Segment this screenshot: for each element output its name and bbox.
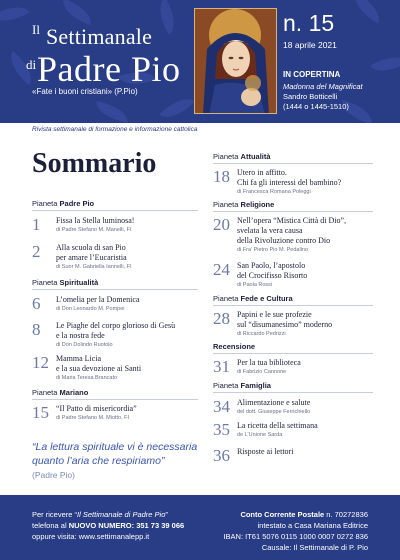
- page-number: 31: [213, 357, 230, 376]
- section-prefix: Pianeta: [213, 381, 241, 390]
- causale-label: Causale:: [261, 543, 294, 552]
- section-heading-fede-cultura: [213, 294, 293, 303]
- pull-quote: “La lettura spirituale vi è necessaria quanto l’aria che respiriamo”: [32, 441, 198, 467]
- section-heading-famiglia: [213, 381, 271, 390]
- entry-author: del dott. Giuseppe Ferrichiello: [237, 409, 311, 415]
- subscription-info: [32, 509, 184, 542]
- entry-title: Mamma Licia e la sua devozione ai Santi: [56, 354, 142, 373]
- section-prefix: Pianeta: [32, 278, 60, 287]
- page-number: 8: [32, 320, 41, 339]
- account-label: Conto Corrente Postale: [240, 510, 325, 519]
- section-heading-religione: [213, 200, 274, 209]
- masthead-il: Il: [32, 22, 40, 37]
- footer-banner: [0, 495, 400, 560]
- masthead-banner: [0, 0, 400, 123]
- entry-title: Per la tua biblioteca: [237, 358, 301, 367]
- cover-label: IN COPERTINA: [283, 70, 341, 79]
- masthead-settimanale: Settimanale: [46, 24, 153, 49]
- masthead-di: di: [26, 57, 37, 72]
- section-heading-attualita: [213, 152, 271, 161]
- section-prefix: Pianeta: [32, 199, 60, 208]
- entry-author: di Paola Rossi: [237, 282, 273, 288]
- entry-title: San Paolo, l’apostolo del Crocifisso Risorto: [237, 261, 308, 280]
- magazine-name: Il Settimanale di Padre Pio: [77, 510, 166, 519]
- masthead-motto: «Fate i buoni cristiani» (P.Pio): [32, 87, 138, 96]
- divider: [213, 305, 373, 306]
- subscribe-line: [32, 509, 184, 520]
- account-line: [223, 509, 368, 520]
- entry-title: “Il Patto di misericordia”: [56, 404, 137, 413]
- page-number: 36: [213, 446, 230, 465]
- entry-author: di Fabrizio Cannone: [237, 369, 287, 375]
- phone-line: [32, 520, 184, 531]
- page-number: 20: [213, 215, 230, 234]
- divider: [32, 289, 198, 290]
- entry-author: di Don Dolindo Ruotolo: [56, 342, 113, 348]
- section-name: Padre Pio: [59, 199, 95, 208]
- section-prefix: Pianeta: [213, 200, 241, 209]
- masthead-padre-pio: Padre Pio: [37, 49, 181, 89]
- section-name: Mariano: [59, 388, 89, 397]
- causale-line: [223, 542, 368, 553]
- account-holder: intestato a Casa Mariana Editrice: [257, 521, 368, 530]
- page-number: 1: [32, 215, 41, 234]
- cover-image: [194, 8, 277, 114]
- entry-title: Risposte ai lettori: [237, 447, 294, 456]
- cover-work: Madonna del Magnificat: [283, 82, 363, 91]
- page-number: 28: [213, 309, 230, 328]
- entry-title: Le Piaghe del corpo glorioso di Gesù e la nostra fede: [56, 321, 176, 340]
- cover-description: [283, 82, 363, 112]
- causale-value: Il Settimanale di P. Pio: [293, 543, 368, 552]
- leaf-pattern: [159, 90, 194, 123]
- entry-title: Nell’opera “Mistica Città di Dio”, svelata la vera causa della Rivoluzione contro Dio: [237, 216, 347, 245]
- web-line: [32, 531, 184, 542]
- entry-author: di Riccardo Pedrizzi: [237, 331, 286, 337]
- section-heading-spiritualita: [32, 278, 98, 287]
- website-link[interactable]: www.settimanalepp.it: [78, 532, 150, 541]
- payment-info: [223, 509, 368, 553]
- section-prefix: Pianeta: [32, 388, 60, 397]
- entry-title: Alimentazione e salute: [237, 398, 311, 407]
- entry-title: Fissa la Stella luminosa!: [56, 216, 135, 225]
- phone-number[interactable]: NUOVO NUMERO: 351 73 39 066: [68, 521, 185, 530]
- divider: [213, 392, 373, 393]
- divider: [213, 211, 373, 212]
- entry-author: di Fra’ Pietro Pio M. Pedalino: [237, 247, 309, 253]
- leaf-pattern: [348, 0, 385, 23]
- web-prefix: oppure visita:: [32, 532, 79, 541]
- page-title: Sommario: [32, 148, 157, 179]
- page-number: 12: [32, 353, 49, 372]
- subscribe-suffix: ”: [165, 510, 168, 519]
- entry-author: di Padre Stefano M. Manelli, FI: [56, 227, 132, 233]
- entry-title: Alla scuola di san Pio per amare l’Eucaristia: [56, 243, 127, 262]
- entry-author: di Don Leonardo M. Pompei: [56, 306, 125, 312]
- entry-author: di Francesca Romana Poleggi: [237, 189, 311, 195]
- section-name: Attualità: [240, 152, 271, 161]
- section-prefix: Pianeta: [213, 294, 241, 303]
- section-heading-padre-pio: [32, 199, 94, 208]
- cover-years: (1444 o 1445-1510): [283, 102, 349, 111]
- madonna-painting-icon: [195, 9, 277, 114]
- divider: [32, 210, 198, 211]
- entry-author: di Suor M. Gabriella Iannelli, FI: [56, 264, 132, 270]
- section-heading-recensione: [213, 342, 255, 351]
- page-number: 15: [32, 403, 49, 422]
- page-number: 35: [213, 420, 230, 439]
- leaf-pattern: [58, 0, 95, 25]
- issue-date: 18 aprile 2021: [283, 40, 337, 50]
- subscribe-prefix: Per ricevere “: [32, 510, 78, 519]
- issue-number: n. 15: [283, 10, 335, 36]
- leaf-pattern: [152, 0, 183, 35]
- entry-title: La ricetta della settimana: [237, 421, 318, 430]
- phone-prefix: telefona al: [32, 521, 69, 530]
- section-prefix: Pianeta: [213, 152, 241, 161]
- entry-title: L’omelia per la Domenica: [56, 295, 140, 304]
- iban: IBAN: IT61 5076 0115 1000 0007 0272 836: [223, 532, 368, 541]
- divider: [32, 399, 198, 400]
- entry-author: di Padre Stefano M. Miotto, FI: [56, 415, 130, 421]
- account-number: n. 70272836: [324, 510, 368, 519]
- entry-title: Papini e le sue profezie sul “disumanesimo” moderno: [237, 310, 333, 329]
- divider: [213, 353, 373, 354]
- entry-title: Utero in affitto. Chi fa gli interessi del bambino?: [237, 168, 342, 187]
- section-name: Famiglia: [240, 381, 271, 390]
- page-number: 2: [32, 242, 41, 261]
- entry-author: di Maria Teresa Brancato: [56, 375, 118, 381]
- quote-author: (Padre Pio): [32, 470, 75, 480]
- page-number: 24: [213, 260, 230, 279]
- page-number: 18: [213, 167, 230, 186]
- section-name: Spiritualità: [59, 278, 99, 287]
- leaf-pattern: [0, 0, 30, 29]
- entry-author: de L’Unione Sarda: [237, 432, 283, 438]
- tagline: Rivista settimanale di formazione e informazione cattolica: [32, 126, 198, 133]
- page-number: 6: [32, 294, 41, 313]
- cover-artist: Sandro Botticelli: [283, 92, 338, 101]
- leaf-pattern: [94, 101, 130, 123]
- divider: [213, 163, 373, 164]
- section-name: Recensione: [213, 342, 256, 351]
- section-name: Religione: [240, 200, 275, 209]
- section-heading-mariano: [32, 388, 88, 397]
- section-name: Fede e Cultura: [240, 294, 293, 303]
- leaf-pattern: [370, 49, 400, 80]
- page-number: 34: [213, 397, 230, 416]
